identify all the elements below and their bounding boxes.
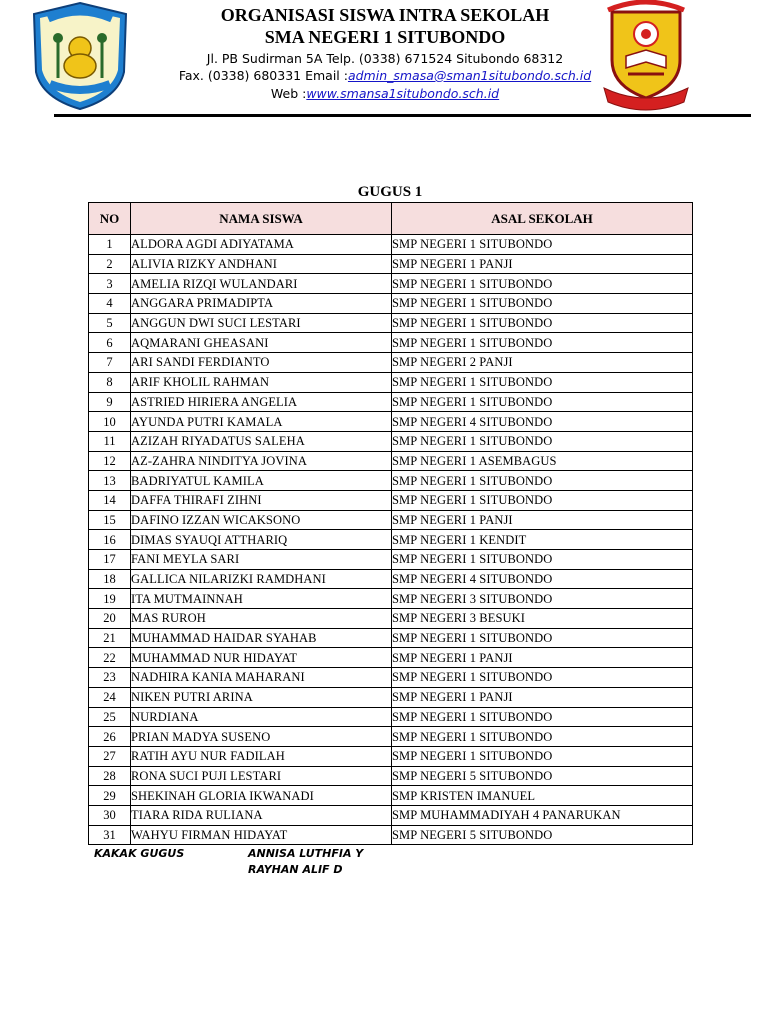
- origin-school: SMP NEGERI 1 SITUBONDO: [392, 294, 693, 314]
- table-row: [89, 333, 693, 353]
- origin-school: SMP NEGERI 1 PANJI: [392, 510, 693, 530]
- org-title: ORGANISASI SISWA INTRA SEKOLAH: [220, 5, 550, 25]
- table-row: [89, 727, 693, 747]
- student-name: MUHAMMAD HAIDAR SYAHAB: [131, 628, 392, 648]
- origin-school: SMP NEGERI 3 BESUKI: [392, 609, 693, 629]
- origin-school: SMP NEGERI 1 SITUBONDO: [392, 727, 693, 747]
- row-number: 31: [89, 825, 131, 845]
- row-number: 8: [89, 372, 131, 392]
- origin-school: SMP NEGERI 1 SITUBONDO: [392, 333, 693, 353]
- student-name: RONA SUCI PUJI LESTARI: [131, 766, 392, 786]
- student-name: ARIF KHOLIL RAHMAN: [131, 372, 392, 392]
- school-logo: [28, 0, 132, 112]
- table-row: [89, 628, 693, 648]
- table-row: [89, 313, 693, 333]
- row-number: 21: [89, 628, 131, 648]
- student-name: NURDIANA: [131, 707, 392, 727]
- row-number: 6: [89, 333, 131, 353]
- row-number: 24: [89, 687, 131, 707]
- table-row: [89, 668, 693, 688]
- web-link[interactable]: www.smansa1situbondo.sch.id: [306, 86, 500, 101]
- row-number: 30: [89, 805, 131, 825]
- student-name: MUHAMMAD NUR HIDAYAT: [131, 648, 392, 668]
- table-row: [89, 589, 693, 609]
- origin-school: SMP NEGERI 1 SITUBONDO: [392, 392, 693, 412]
- student-name: AZIZAH RIYADATUS SALEHA: [131, 431, 392, 451]
- fax-label: Fax. (0338) 680331 Email :: [178, 68, 348, 83]
- student-name: NADHIRA KANIA MAHARANI: [131, 668, 392, 688]
- student-name: BADRIYATUL KAMILA: [131, 471, 392, 491]
- header-asal-sekolah: ASAL SEKOLAH: [392, 203, 693, 235]
- origin-school: SMP NEGERI 1 SITUBONDO: [392, 372, 693, 392]
- origin-school: SMP NEGERI 1 SITUBONDO: [392, 628, 693, 648]
- row-number: 16: [89, 530, 131, 550]
- origin-school: SMP NEGERI 1 SITUBONDO: [392, 235, 693, 255]
- origin-school: SMP NEGERI 1 SITUBONDO: [392, 668, 693, 688]
- student-name: WAHYU FIRMAN HIDAYAT: [131, 825, 392, 845]
- row-number: 19: [89, 589, 131, 609]
- row-number: 12: [89, 451, 131, 471]
- table-row: [89, 609, 693, 629]
- student-name: PRIAN MADYA SUSENO: [131, 727, 392, 747]
- row-number: 5: [89, 313, 131, 333]
- row-number: 26: [89, 727, 131, 747]
- table-row: [89, 805, 693, 825]
- origin-school: SMP NEGERI 1 SITUBONDO: [392, 471, 693, 491]
- table-row: [89, 746, 693, 766]
- row-number: 1: [89, 235, 131, 255]
- row-number: 23: [89, 668, 131, 688]
- table-body: [89, 235, 693, 845]
- table-row: [89, 451, 693, 471]
- table-row: [89, 274, 693, 294]
- student-name: FANI MEYLA SARI: [131, 550, 392, 570]
- student-name: ASTRIED HIRIERA ANGELIA: [131, 392, 392, 412]
- student-name: NIKEN PUTRI ARINA: [131, 687, 392, 707]
- student-name: MAS RUROH: [131, 609, 392, 629]
- student-name: AMELIA RIZQI WULANDARI: [131, 274, 392, 294]
- origin-school: SMP NEGERI 1 SITUBONDO: [392, 746, 693, 766]
- footer-label: KAKAK GUGUS: [94, 847, 185, 860]
- origin-school: SMP NEGERI 1 SITUBONDO: [392, 490, 693, 510]
- table-row: [89, 392, 693, 412]
- row-number: 27: [89, 746, 131, 766]
- student-name: ALIVIA RIZKY ANDHANI: [131, 254, 392, 274]
- table-row: [89, 550, 693, 570]
- student-name: AQMARANI GHEASANI: [131, 333, 392, 353]
- row-number: 14: [89, 490, 131, 510]
- origin-school: SMP NEGERI 1 SITUBONDO: [392, 274, 693, 294]
- footer-name: RAYHAN ALIF D: [248, 863, 343, 876]
- table-row: [89, 569, 693, 589]
- table-row: [89, 825, 693, 845]
- header-nama-siswa: NAMA SISWA: [131, 203, 392, 235]
- table-row: [89, 235, 693, 255]
- student-name: DIMAS SYAUQI ATTHARIQ: [131, 530, 392, 550]
- origin-school: SMP NEGERI 1 SITUBONDO: [392, 707, 693, 727]
- table-row: [89, 431, 693, 451]
- row-number: 11: [89, 431, 131, 451]
- header-divider: [54, 114, 751, 117]
- row-number: 22: [89, 648, 131, 668]
- origin-school: SMP NEGERI 4 SITUBONDO: [392, 569, 693, 589]
- student-name: ANGGUN DWI SUCI LESTARI: [131, 313, 392, 333]
- student-name: GALLICA NILARIZKI RAMDHANI: [131, 569, 392, 589]
- row-number: 7: [89, 353, 131, 373]
- origin-school: SMP NEGERI 1 PANJI: [392, 687, 693, 707]
- row-number: 9: [89, 392, 131, 412]
- student-name: DAFINO IZZAN WICAKSONO: [131, 510, 392, 530]
- origin-school: SMP NEGERI 1 PANJI: [392, 648, 693, 668]
- row-number: 2: [89, 254, 131, 274]
- origin-school: SMP NEGERI 1 SITUBONDO: [392, 431, 693, 451]
- student-name: ARI SANDI FERDIANTO: [131, 353, 392, 373]
- origin-school: SMP NEGERI 4 SITUBONDO: [392, 412, 693, 432]
- origin-school: SMP NEGERI 2 PANJI: [392, 353, 693, 373]
- row-number: 28: [89, 766, 131, 786]
- table-header-row: [89, 203, 693, 235]
- student-name: ANGGARA PRIMADIPTA: [131, 294, 392, 314]
- origin-school: SMP NEGERI 1 ASEMBAGUS: [392, 451, 693, 471]
- table-row: [89, 510, 693, 530]
- origin-school: SMP NEGERI 1 SITUBONDO: [392, 313, 693, 333]
- row-number: 18: [89, 569, 131, 589]
- row-number: 15: [89, 510, 131, 530]
- table-row: [89, 786, 693, 806]
- student-name: AYUNDA PUTRI KAMALA: [131, 412, 392, 432]
- table-row: [89, 254, 693, 274]
- origin-school: SMP NEGERI 1 SITUBONDO: [392, 550, 693, 570]
- student-name: DAFFA THIRAFI ZIHNI: [131, 490, 392, 510]
- row-number: 13: [89, 471, 131, 491]
- origin-school: SMP NEGERI 3 SITUBONDO: [392, 589, 693, 609]
- student-name: ALDORA AGDI ADIYATAMA: [131, 235, 392, 255]
- origin-school: SMP MUHAMMADIYAH 4 PANARUKAN: [392, 805, 693, 825]
- student-name: ITA MUTMAINNAH: [131, 589, 392, 609]
- table-row: [89, 707, 693, 727]
- origin-school: SMP KRISTEN IMANUEL: [392, 786, 693, 806]
- group-title: GUGUS 1: [357, 184, 423, 200]
- origin-school: SMP NEGERI 5 SITUBONDO: [392, 766, 693, 786]
- email-link[interactable]: admin_smasa@sman1situbondo.sch.id: [347, 68, 592, 83]
- table-row: [89, 766, 693, 786]
- row-number: 29: [89, 786, 131, 806]
- table-row: [89, 530, 693, 550]
- origin-school: SMP NEGERI 5 SITUBONDO: [392, 825, 693, 845]
- row-number: 17: [89, 550, 131, 570]
- table-row: [89, 687, 693, 707]
- student-table: [88, 202, 693, 845]
- footer-name: ANNISA LUTHFIA Y: [248, 847, 364, 860]
- student-name: AZ-ZAHRA NINDITYA JOVINA: [131, 451, 392, 471]
- header-no: NO: [89, 203, 131, 235]
- table-row: [89, 412, 693, 432]
- origin-school: SMP NEGERI 1 KENDIT: [392, 530, 693, 550]
- student-name: TIARA RIDA RULIANA: [131, 805, 392, 825]
- table-row: [89, 490, 693, 510]
- student-name: SHEKINAH GLORIA IKWANADI: [131, 786, 392, 806]
- row-number: 3: [89, 274, 131, 294]
- row-number: 20: [89, 609, 131, 629]
- row-number: 10: [89, 412, 131, 432]
- footer-names: [248, 846, 363, 878]
- table-row: [89, 648, 693, 668]
- origin-school: SMP NEGERI 1 PANJI: [392, 254, 693, 274]
- address-line: Jl. PB Sudirman 5A Telp. (0338) 671524 Situbondo 68312: [206, 51, 564, 66]
- table-row: [89, 372, 693, 392]
- row-number: 25: [89, 707, 131, 727]
- web-line: [150, 86, 620, 101]
- contact-line: [150, 68, 620, 83]
- school-name: SMA NEGERI 1 SITUBONDO: [264, 27, 506, 47]
- table-row: [89, 353, 693, 373]
- student-name: RATIH AYU NUR FADILAH: [131, 746, 392, 766]
- row-number: 4: [89, 294, 131, 314]
- table-row: [89, 294, 693, 314]
- table-row: [89, 471, 693, 491]
- web-label: Web :: [270, 86, 307, 101]
